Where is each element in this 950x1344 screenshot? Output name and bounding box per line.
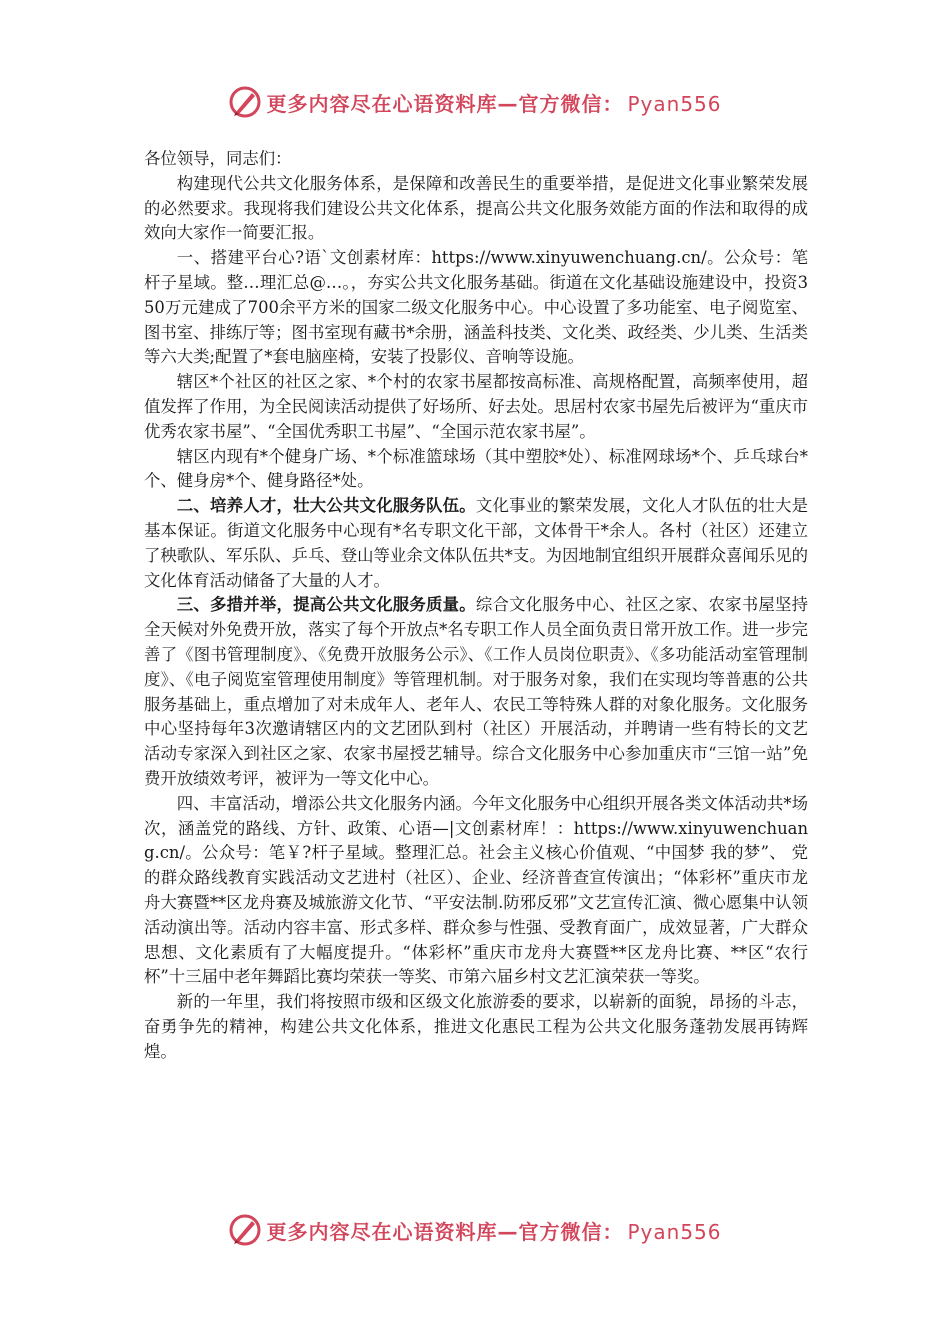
section-1-sports-paragraph: 辖区内现有*个健身广场、*个标准篮球场（其中塑胶*处）、标准网球场*个、乒乓球台*个、健身房*个、健身路径*处。 [144,446,808,491]
section-4-paragraph: 四、丰富活动，增添公共文化服务内涵。今年文化服务中心组织开展各类文体活动共*场次，涵盖党的路线、方针、政策、心语—|文创素材库！：https://www.xinyuwenchuang.cn/。公众号：笔￥?杆子星域。整理汇总。社会主义核心价值观、“中国梦 我的梦”、 党的群众路线教育实践活动文艺进村（社区）、企业、经济普查宣传演出；“体彩杯”重庆市龙舟大赛暨**区龙舟赛及城旅游文化节、“平安法制.防邪反邪”文艺宣传汇演、微心愿集中认领活动演出等。活动内容丰富、形式多样、群众参与性强、受教育面广，成效显著，广大群众思想、文化素质有了大幅度提升。“体彩杯”重庆市龙舟大赛暨**区龙舟比赛、**区“农行杯”十三届中老年舞蹈比赛均荣获一等奖、市第六届乡村文艺汇演荣获一等奖。 [144,793,808,987]
section-2-body: 文化事业的繁荣发展，文化人才队伍的壮大是基本保证。街道文化服务中心现有*名专职文化干部，文体骨干*余人。各村（社区）还建立了秧歌队、军乐队、乒乓、登山等业余文体队伍共*支。为因地制宜组织开展群众喜闻乐见的文化体育活动储备了大量的人才。 [144,496,809,590]
intro-paragraph: 构建现代公共文化服务体系，是保障和改善民生的重要举措，是促进文化事业繁荣发展的必然要求。我现将我们建设公共文化体系，提高公共文化服务效能方面的作法和取得的成效向大家作一简要汇报。 [144,173,808,243]
section-1-paragraph: 一、搭建平台心?语`文创素材库：https://www.xinyuwenchuang.cn/。公众号：笔杆子星域。整…理汇总@…。，夯实公共文化服务基础。街道在文化基础设施建设中，投资350万元建成了700余平方米的国家二级文化服务中心。中心设置了多功能室、电子阅览室、图书室、排练厅等；图书室现有藏书*余册，涵盖科技类、文化类、政经类、少儿类、生活类等六大类;配置了*套电脑座椅，安装了投影仪、音响等设施。 [144,248,808,367]
section-1-venues-paragraph: 辖区*个社区的社区之家、*个村的农家书屋都按高标准、高规格配置，高频率使用，超值发挥了作用，为全民阅读活动提供了好场所、好去处。思居村农家书屋先后被评为“重庆市优秀农家书屋”、“全国优秀职工书屋”、“全国示范农家书屋”。 [144,372,809,441]
document-body [144,147,808,1064]
section-3-body: 综合文化服务中心、社区之家、农家书屋坚持全天候对外免费开放，落实了每个开放点*名专职工作人员全面负责日常开放工作。进一步完善了《图书管理制度》、《免费开放服务公示》、《工作人员岗位职责》、《多功能活动室管理制度》、《电子阅览室管理使用制度》等管理机制。对于服务对象，我们在实现均等普惠的公共服务基础上，重点增加了对未成年人、老年人、农民工等特殊人群的对象化服务。文化服务中心坚持每年3次邀请辖区内的文艺团队到村（社区）开展活动，并聘请一些有特长的文艺活动专家深入到社区之家、农家书屋授艺辅导。综合文化服务中心参加重庆市“三馆一站”免费开放绩效考评，被评为一等文化中心。 [144,595,809,788]
footer-banner-text: 更多内容尽在心语资料库—官方微信： [266,1219,624,1244]
section-3-paragraph [144,593,808,791]
footer-banner [0,1210,950,1250]
pen-logo-icon [228,85,262,119]
section-3-heading: 三、多措并举，提高公共文化服务质量。 [176,595,476,615]
section-2-paragraph [144,494,808,593]
pen-logo-icon [228,1213,262,1247]
header-banner [0,82,950,122]
header-banner-id: Pyan556 [627,91,722,116]
footer-banner-id: Pyan556 [627,1219,722,1244]
section-2-heading: 二、培养人才，壮大公共文化服务队伍。 [176,496,476,516]
header-banner-text: 更多内容尽在心语资料库—官方微信： [266,91,624,116]
salutation: 各位领导，同志们： [144,149,292,168]
closing-paragraph: 新的一年里，我们将按照市级和区级文化旅游委的要求，以崭新的面貌，昂扬的斗志，奋勇争先的精神，构建公共文化体系，推进文化惠民工程为公共文化服务蓬勃发展再铸辉煌。 [144,992,808,1061]
